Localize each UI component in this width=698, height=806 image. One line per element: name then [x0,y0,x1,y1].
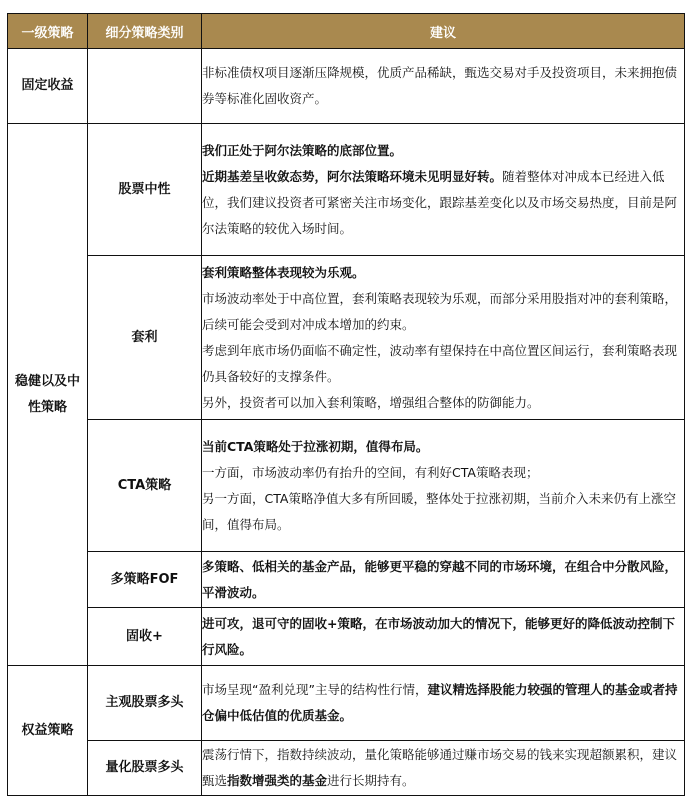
level1-cell: 权益策略 [8,666,88,796]
advice-paragraph [202,434,684,460]
advice-text: 另一方面，CTA策略净值大多有所回暖，整体处于拉涨初期，当前介入未来仍有上涨空间，值得布局。 [202,490,676,532]
category-cell: 固收+ [88,608,202,666]
category-cell: 股票中性 [88,124,202,256]
header-category: 细分策略类别 [88,14,202,49]
table-row [8,420,685,552]
level1-label: 稳健以及中性策略 [14,373,80,415]
advice-cell [202,256,685,420]
advice-cell [202,420,685,552]
advice-paragraph [202,138,684,164]
table-row [8,124,685,256]
advice-text: 进行长期持有。 [327,773,415,788]
advice-text-bold: 当前CTA策略处于拉涨初期，值得布局。 [202,438,429,454]
category-cell: 主观股票多头 [88,666,202,741]
advice-paragraph [202,677,684,729]
advice-cell [202,666,685,741]
strategy-table [7,13,685,796]
table-row [8,741,685,796]
advice-paragraph [202,338,684,390]
advice-text: 随着整体对冲成本已经进入低位，我们建议投资者可紧密关注市场变化，跟踪基差变化以及市场交易热度，目前是阿尔法策略的较优入场时间。 [202,168,678,236]
advice-paragraph [202,554,684,606]
advice-cell [202,49,685,124]
category-cell: 多策略FOF [88,552,202,608]
advice-text: 一方面，市场波动率仍有抬升的空间，有利好CTA策略表现； [202,464,539,480]
advice-text-bold: 建议精选择股能力较强的管理人的基金或者持仓偏中低估值的优质基金。 [202,682,678,723]
advice-cell [202,741,685,796]
advice-text: 市场波动率处于中高位置，套利策略表现较为乐观，而部分采用股指对冲的套利策略，后续可能会受到对冲成本增加的约束。 [202,290,678,332]
advice-paragraph [202,460,684,486]
advice-text-bold: 近期基差呈收敛态势，阿尔法策略环境未见明显好转。 [202,168,503,184]
level1-cell: 固定收益 [8,49,88,124]
advice-paragraph [202,390,684,416]
header-advice: 建议 [202,14,685,49]
advice-cell [202,552,685,608]
advice-paragraph [202,164,684,242]
advice-text: 非标准债权项目逐渐压降规模，优质产品稀缺，甄选交易对手及投资项目，未来拥抱债券等标准化固收资产。 [202,65,678,106]
advice-paragraph [202,742,684,794]
table-row [8,552,685,608]
advice-cell [202,608,685,666]
advice-paragraph [202,60,684,112]
category-cell [88,49,202,124]
advice-paragraph [202,286,684,338]
advice-paragraph [202,611,684,663]
advice-paragraph [202,260,684,286]
advice-text: 震荡行情下，指数持续波动，量化策略能够通过赚市场交易的钱来实现超额累积，建议甄选 [202,747,678,788]
header-level1: 一级策略 [8,14,88,49]
table-row [8,256,685,420]
category-cell: 量化股票多头 [88,741,202,796]
header-row [8,14,685,49]
advice-text: 另外，投资者可以加入套利策略，增强组合整体的防御能力。 [202,394,540,410]
advice-text-bold: 套利策略整体表现较为乐观。 [202,264,365,280]
table-row [8,608,685,666]
advice-text: 考虑到年底市场仍面临不确定性，波动率有望保持在中高位置区间运行，套利策略表现仍具备较好的支撑条件。 [202,342,678,384]
category-cell: CTA策略 [88,420,202,552]
category-cell: 套利 [88,256,202,420]
advice-text-bold: 多策略、低相关的基金产品，能够更平稳的穿越不同的市场环境，在组合中分散风险，平滑波动。 [202,558,678,600]
advice-text: 市场呈现“盈利兑现”主导的结构性行情， [202,682,428,697]
advice-paragraph [202,486,684,538]
level1-cell [8,124,88,666]
table-row [8,49,685,124]
table-row [8,666,685,741]
advice-text-bold: 进可攻，退可守的固收+策略，在市场波动加大的情况下，能够更好的降低波动控制下行风险。 [202,615,675,657]
advice-cell [202,124,685,256]
advice-text-bold: 指数增强类的基金 [227,773,328,788]
advice-text-bold: 我们正处于阿尔法策略的底部位置。 [202,142,403,158]
